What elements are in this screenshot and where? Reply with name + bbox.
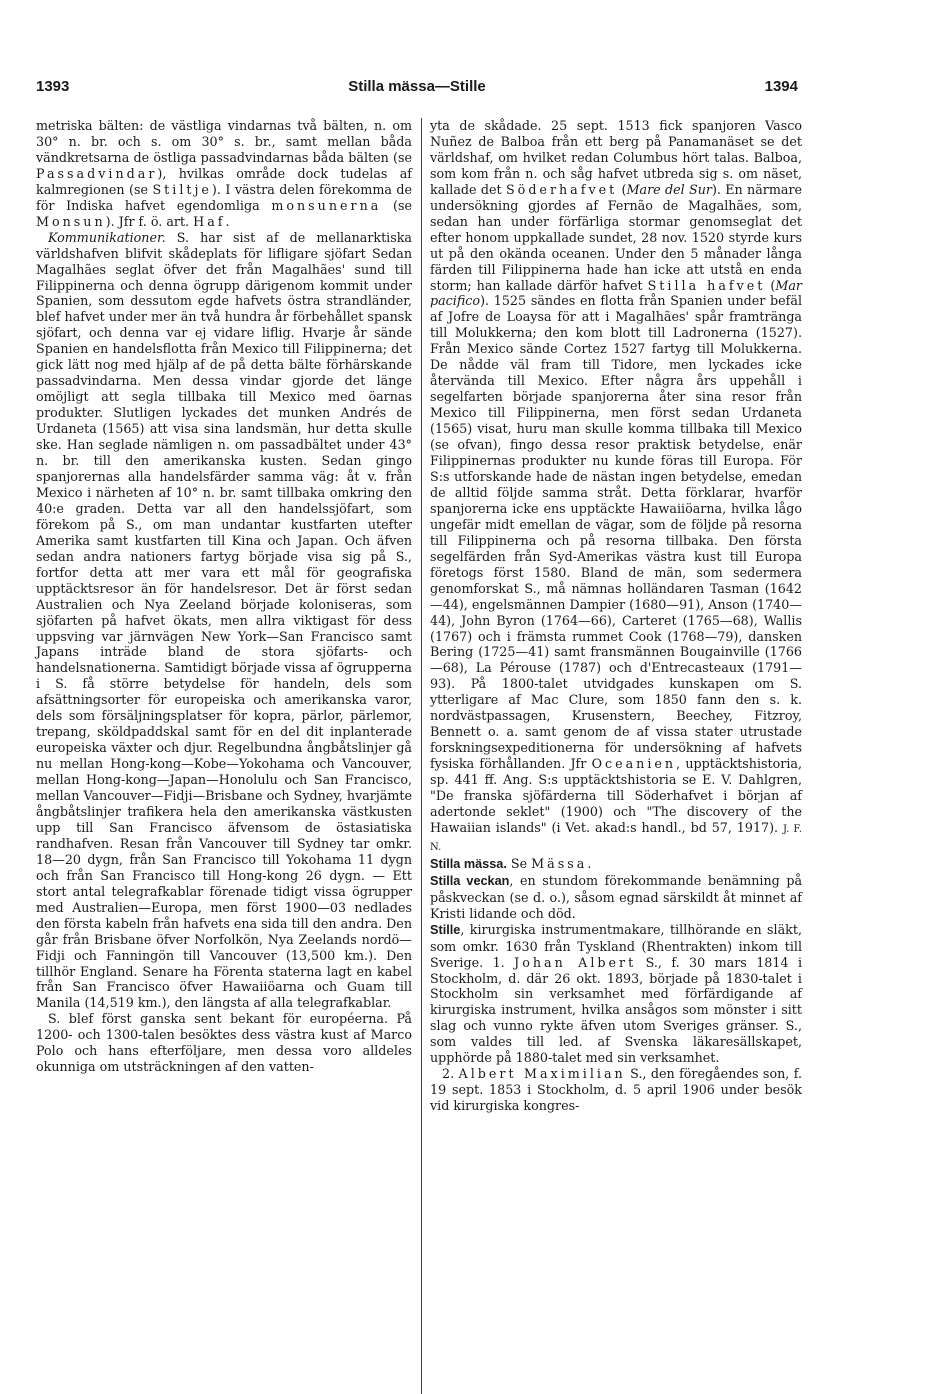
term-monsunerna: monsunerna [271, 197, 382, 213]
page-number-right: 1394 [764, 78, 798, 95]
term-soderhafvet: Söderhafvet [505, 181, 618, 197]
section-heading-kommunikationer: Kommunikationer. [48, 229, 166, 245]
headword-stilla-veckan: Stilla veckan [430, 873, 510, 888]
left-paragraph-kommunikationer: Kommunikationer. S. har sist af de mellanarktiska världshafven blifvit skådeplats för lifligare sjöfart Sedan Magalhães seglat öfver det från Magalhães' sund till Filippinerna och denna ögrupp därigenom kommit under Spanien, som dessutom egde hafvets östra strandländer, blef hafvet under mer än två hundra år förbehållet spansk sjöfart, och denna var ej vidare liflig. Hvarje år sände Spanien en handelsflotta från Mexico till Filippinerna; det gick lätt nog med hjälp af de på detta bälte förhärskande passadvindarna. Men dessa vindar gjorde det länge omöjligt att segla tillbaka till Mexico med öarnas produkter. Slutligen lyckades det munken Andrés de Urdaneta (1565) att visa sina landsmän, hur detta skulle ske. Han seglade nämligen n. om passadbältet under 43° n. br. till den amerikanska kusten. Sedan gingo spanjorernas alla handelsfärder samma väg: åt v. från Mexico i närheten af 10° n. br. samt tillbaka omkring den 40:e graden. Detta var all den handelssjöfart, som förekom på S., om man undantar kustfarten utefter Amerika samt kustfarten till Kina och Japan. Och äfven sedan andra nationers fartyg började visa sig på S., fortfor detta att mer vara ett mål för geografiska upptäcktsresor än för handelsresor. Det är först sedan Australien och Nya Zeeland började koloniseras, som sjöfarten på hafvet ökats, men allra viktigast för dess uppsving var järnvägen New York—San Francisco samt Japans inträde bland de stora sjöfarts- och handelsnationerna. Samtidigt började vissa af ögrupperna i S. få större betydelse för handeln, dels som afsättningsorter för europeiska och amerikanska varor, dels som försäljningsplatser för kopra, pärlor, pärlemor, trepang, sköldpaddskal samt för en del dit inplanterade europeiska växter och djur. Regelbundna ångbåtslinjer gå nu mellan Hong-kong—Kobe—Yokohama och Vancouver, mellan Hong-kong—Japan—Honolulu och San Francisco, mellan Vancouver—Fidji—Brisbane och Sydney, hvarjämte ångbåtslinjer trafikera hela den amerikanska västkusten upp till San Francisco äfvensom de östasiatiska randhafven. Resan från Vancouver till Sydney tar omkr. 18—20 dygn, från San Francisco till Yokohama 11 dygn och från San Francisco till Hong-kong 26 dygn. — Ett stort antal telegrafkablar förenade tidigt vissa ögrupper med Australien—Europa, men först 1900—03 nedlades den första kabeln från hafvets ena sida till den andra. Den går från Brisbane öfver Norfolkön, Nya Zeelands nordö—Fidji och Fanningön till Vancouver (13,500 km.). Den tillhör England. Senare ha Förenta staterna lagt en kabel från San Francisco öfver Hawaiiöarna och Guam till Manila (14,519 km.), den längsta af alla telegrafkablar. [36, 229, 412, 1011]
left-column [36, 118, 412, 1075]
crossref-oceanien: Oceanien [591, 756, 677, 772]
term-mar-pacifico: Mar pacifico [430, 277, 802, 309]
crossref-massa: Mässa [531, 855, 588, 871]
crossref-monsun: Monsun [36, 213, 106, 229]
name-albert-maximilian: Albert Maximilian [458, 1066, 626, 1082]
column-divider [421, 118, 422, 1394]
headword-stille: Stille [430, 922, 461, 937]
entry-stilla-massa: Stilla mässa. Se Mässa. [430, 855, 592, 871]
name-johan-albert: Johan Albert [514, 954, 637, 970]
entry-stille-2: 2. Albert Maximilian S., den föregåendes son, f. 19 sept. 1853 i Stockholm, d. 5 april 1906 under besök vid kirurgiska kongres- [430, 1066, 802, 1114]
page-number-left: 1393 [36, 78, 70, 95]
left-paragraph-3: S. blef först ganska sent bekant för européerna. På 1200- och 1300-talen besöktes dess västra kust af Marco Polo och hans efterföljare, men dessa voro alldeles okunniga om utsträckningen af den vatten- [36, 1011, 412, 1075]
entry-stille: Stille, kirurgiska instrumentmakare, tillhörande en släkt, som omkr. 1630 från Tyskland (Rhentrakten) inkom till Sverige. 1. Johan Albert S., f. 30 mars 1814 i Stockholm, d. där 26 okt. 1893, började på 1830-talet i Stockholm sin verksamhet med förfärdigande af kirurgiska instrument, hvilka ansågos som mönster i sitt slag och vunno rykte äfven utom Sveriges gränser. S., som valdes till led. af Svenska läkaresällskapet, upphörde på 1880-talet med sin verksamhet. [430, 921, 802, 1066]
author-signature: J. F. N. [430, 823, 802, 853]
page-header [36, 78, 798, 100]
crossref-passadvindar: Passadvindar [36, 165, 158, 181]
term-stilla-hafvet: Stilla hafvet [647, 277, 766, 293]
running-title: Stilla mässa—Stille [348, 78, 486, 95]
headword-stilla-massa: Stilla mässa. [430, 856, 507, 871]
left-paragraph-1: metriska bälten: de västliga vindarnas två bälten, n. om 30° n. br. och s. om 30° s. br., samt mellan båda vändkretsarna de östliga passadvindarnas båda bälten (se Passadvindar), hvilkas område dock tudelas af kalmregionen (se Stiltje). I västra delen förekomma de för Indiska hafvet egendomliga monsunerna (se Monsun). Jfr f. ö. art. Haf. [36, 118, 412, 229]
term-mare-del-sur: Mare del Sur [626, 181, 712, 197]
entry-stilla-veckan: Stilla veckan, en stundom förekommande benämning på påskveckan (se d. o.), såsom egnad särskildt åt minnet af Kristi lidande och död. [430, 872, 803, 921]
right-paragraph-1: yta de skådade. 25 sept. 1513 fick spanjoren Vasco Nuñez de Balboa från ett berg på Panamanäset se det världshaf, om hvilket redan Columbus hört talas. Balboa, som kom från n. och såg hafvet utbreda sig s. om näset, kallade det Söderhafvet (Mare del Sur). En närmare undersökning gjordes af Fernão de Magalhães, som, sedan han under förfärliga stormar genomseglat det efter honom uppkallade sundet, 28 nov. 1520 styrde kurs ut på den okända oceanen. Under den 5 månader långa färden till Filippinerna hade han icke att utstå en enda storm; han kallade därför hafvet Stilla hafvet (Mar pacifico). 1525 sändes en flotta från Spanien under befäl af Jofre de Loaysa för att i Magalhães' spår framtränga till Molukkerna; den kom blott till Ladronerna (1527). Från Mexico sände Cortez 1527 fartyg till Molukkerna. De nådde väl fram till Tidore, men lyckades icke återvända till Mexico. Efter några års uppehåll i segelfarten började spanjorerna åter sina resor från Mexico till Filippinerna, men först sedan Urdaneta (1565) visat, huru man skulle komma tillbaka till Mexico (se ofvan), fingo dessa resor praktisk betydelse, enär Filippinernas produkter nu kunde föras till Europa. För S:s utforskande hade de nästan ingen betydelse, emedan de alltid följde samma stråt. Detta förklarar, hvarför spanjorerna icke ens upptäckte Hawaiiöarna, hvilka lågo ungefär midt emellan de vägar, som de följde på resorna till Filippinerna och på resorna tillbaka. Den första segelfärden från Syd-Amerikas västra kust till Europa företogs först 1580. Bland de män, som sedermera genomforskat S., må nämnas holländaren Tasman (1642—44), engelsmännen Dampier (1680—91), Anson (1740—44), John Byron (1764—66), Carteret (1765—68), Wallis (1767) och i främsta rummet Cook (1768—79), dansken Bering (1725—41) samt fransmännen Bougainville (1766—68), La Pérouse (1787) och d'Entrecasteaux (1791—93). På 1800-talet utvidgades kunskapen om S. ytterligare af Mac Clure, som 1850 fann den s. k. nordvästpassagen, Krusenstern, Beechey, Fitzroy, Bennett o. a. samt genom de af vissa stater utrustade forskningsexpeditionerna för undersökning af hafvets fysiska förhållanden. Jfr Oceanien, upptäcktshistoria, sp. 441 ff. Ang. S:s upptäcktshistoria se E. V. Dahlgren, "De franska sjöfärderna till Söderhafvet i början af adertonde seklet" (1900) och "The discovery of the Hawaiian islands" (i Vet. akad:s handl., bd 57, 1917). J. F. N. [430, 118, 803, 853]
right-column [430, 118, 802, 1114]
crossref-stiltje: Stiltje [152, 181, 212, 197]
crossref-haf: Haf [193, 213, 226, 229]
